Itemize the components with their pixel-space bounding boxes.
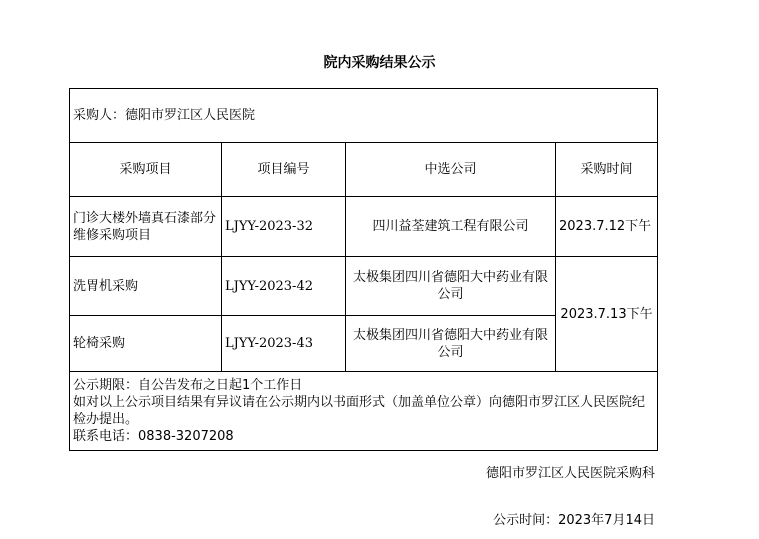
item-cell: 门诊大楼外墙真石漆部分维修采购项目 xyxy=(70,197,222,257)
purchaser-row xyxy=(70,89,658,143)
company-cell: 四川益荃建筑工程有限公司 xyxy=(346,197,556,257)
item-cell: 洗胃机采购 xyxy=(70,257,222,316)
page-title: 院内采购结果公示 xyxy=(323,55,436,71)
header-company: 中选公司 xyxy=(346,143,556,197)
department-signature: 德阳市罗江区人民医院采购科 xyxy=(485,466,655,481)
publish-date: 公示时间：2023年7月14日 xyxy=(493,513,655,528)
header-item: 采购项目 xyxy=(70,143,222,197)
header-code: 项目编号 xyxy=(222,143,346,197)
code-cell: LJYY-2023-43 xyxy=(222,316,346,372)
notice-row xyxy=(70,372,658,451)
purchaser-cell: 采购人：德阳市罗江区人民医院 xyxy=(70,89,658,143)
code-cell: LJYY-2023-42 xyxy=(222,257,346,316)
table-row xyxy=(70,257,658,316)
item-cell: 轮椅采购 xyxy=(70,316,222,372)
header-time: 采购时间 xyxy=(556,143,658,197)
table-row xyxy=(70,197,658,257)
time-cell: 2023.7.12下午 xyxy=(556,197,658,257)
company-cell: 太极集团四川省德阳大中药业有限公司 xyxy=(346,257,556,316)
company-cell: 太极集团四川省德阳大中药业有限公司 xyxy=(346,316,556,372)
notice-objection: 如对以上公示项目结果有异议请在公示期内以书面形式（加盖单位公章）向德阳市罗江区人民医院纪检办提出。 xyxy=(73,395,646,427)
procurement-result-table xyxy=(69,88,658,451)
header-row xyxy=(70,143,658,197)
notice-period: 公示期限：自公告发布之日起1个工作日 xyxy=(73,378,303,393)
notice-contact: 联系电话：0838-3207208 xyxy=(73,429,234,444)
notice-cell xyxy=(70,372,658,451)
time-cell-merged: 2023.7.13下午 xyxy=(556,257,658,372)
code-cell: LJYY-2023-32 xyxy=(222,197,346,257)
